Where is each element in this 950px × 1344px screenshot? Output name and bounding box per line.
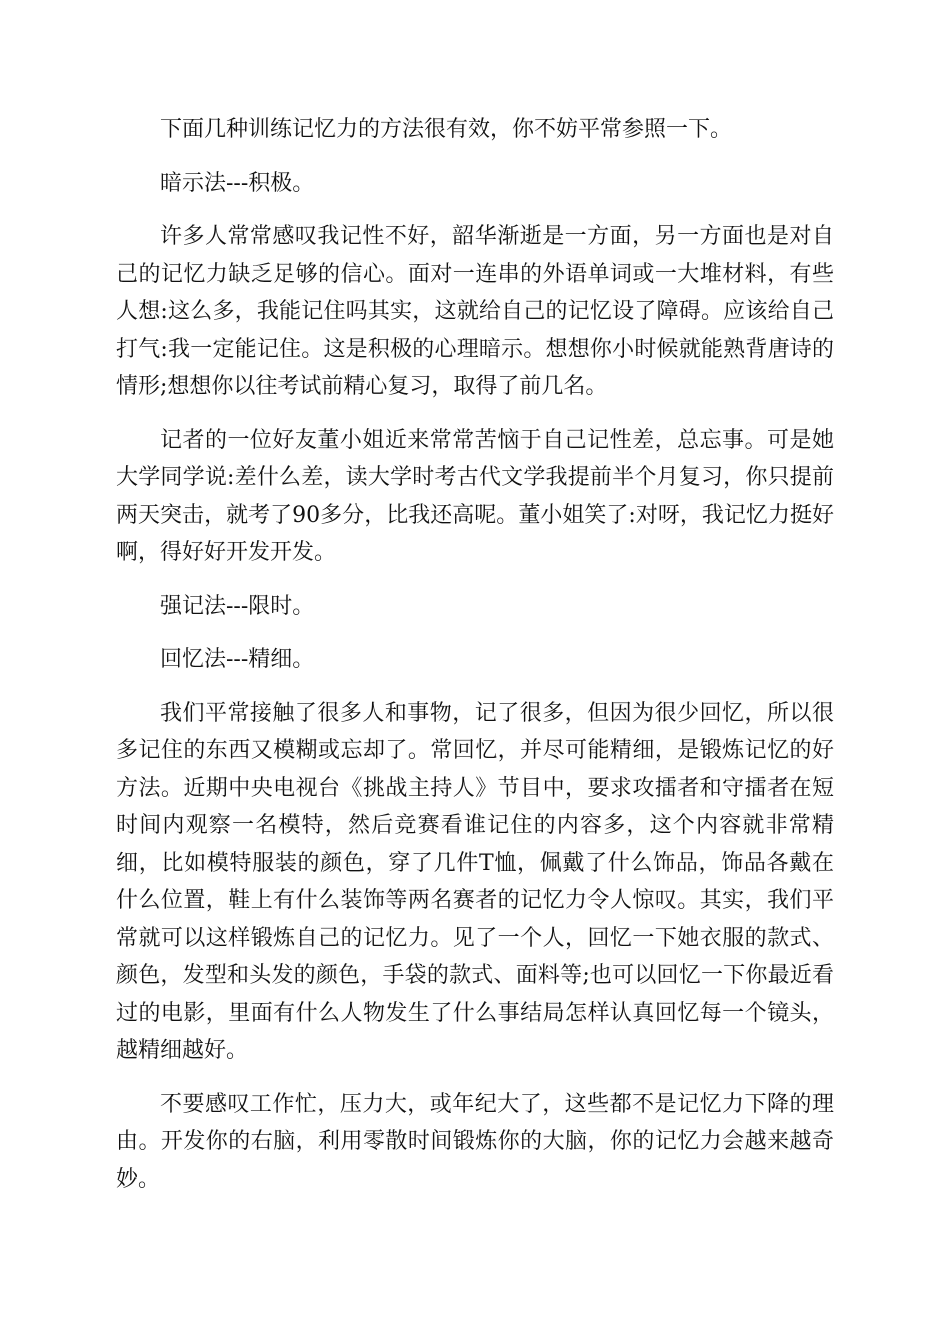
suggestion-paragraph: 许多人常常感叹我记性不好，韶华渐逝是一方面，另一方面也是对自己的记忆力缺乏足够的信心。面对一连串的外语单词或一大堆材料，有些人想:这么多，我能记住吗其实，这就给自己的记忆设了障碍。应该给自己打气:我一定能记住。这是积极的心理暗示。想想你小时候就能熟背唐诗的情形;想想你以往考试前精心复习，取得了前几名。 xyxy=(116,224,834,399)
method-heading-forced-memory: 强记法---限时。 xyxy=(160,593,315,619)
intro-paragraph: 下面几种训练记忆力的方法很有效，你不妨平常参照一下。 xyxy=(160,117,733,142)
method-heading-recall: 回忆法---精细。 xyxy=(160,647,315,672)
method-heading-suggestion: 暗示法---积极。 xyxy=(160,170,315,196)
conclusion-paragraph: 不要感叹工作忙，压力大，或年纪大了，这些都不是记忆力下降的理由。开发你的右脑，利用零散时间锻炼你的大脑，你的记忆力会越来越奇妙。 xyxy=(116,1091,834,1192)
example-paragraph: 记者的一位好友董小姐近来常常苦恼于自己记性差，总忘事。可是她大学同学说:差什么差，读大学时考古代文学我提前半个月复习，你只提前两天突击，就考了90多分，比我还高呢。董小姐笑了:对呀，我记忆力挺好啊，得好好开发开发。 xyxy=(116,427,834,565)
recall-paragraph: 我们平常接触了很多人和事物，记了很多，但因为很少回忆，所以很多记住的东西又模糊或忘却了。常回忆，并尽可能精细，是锻炼记忆的好方法。近期中央电视台《挑战主持人》节目中，要求攻擂者和守擂者在短时间内观察一名模特，然后竞赛看谁记住的内容多，这个内容就非常精细，比如模特服装的颜色，穿了几件T恤，佩戴了什么饰品，饰品各戴在什么位置，鞋上有什么装饰等两名赛者的记忆力令人惊叹。其实，我们平常就可以这样锻炼自己的记忆力。见了一个人，回忆一下她衣服的款式、颜色，发型和头发的颜色，手袋的款式、面料等;也可以回忆一下你最近看过的电影，里面有什么人物发生了什么事结局怎样认真回忆每一个镜头，越精细越好。 xyxy=(116,700,834,1063)
document-body xyxy=(116,111,834,1198)
